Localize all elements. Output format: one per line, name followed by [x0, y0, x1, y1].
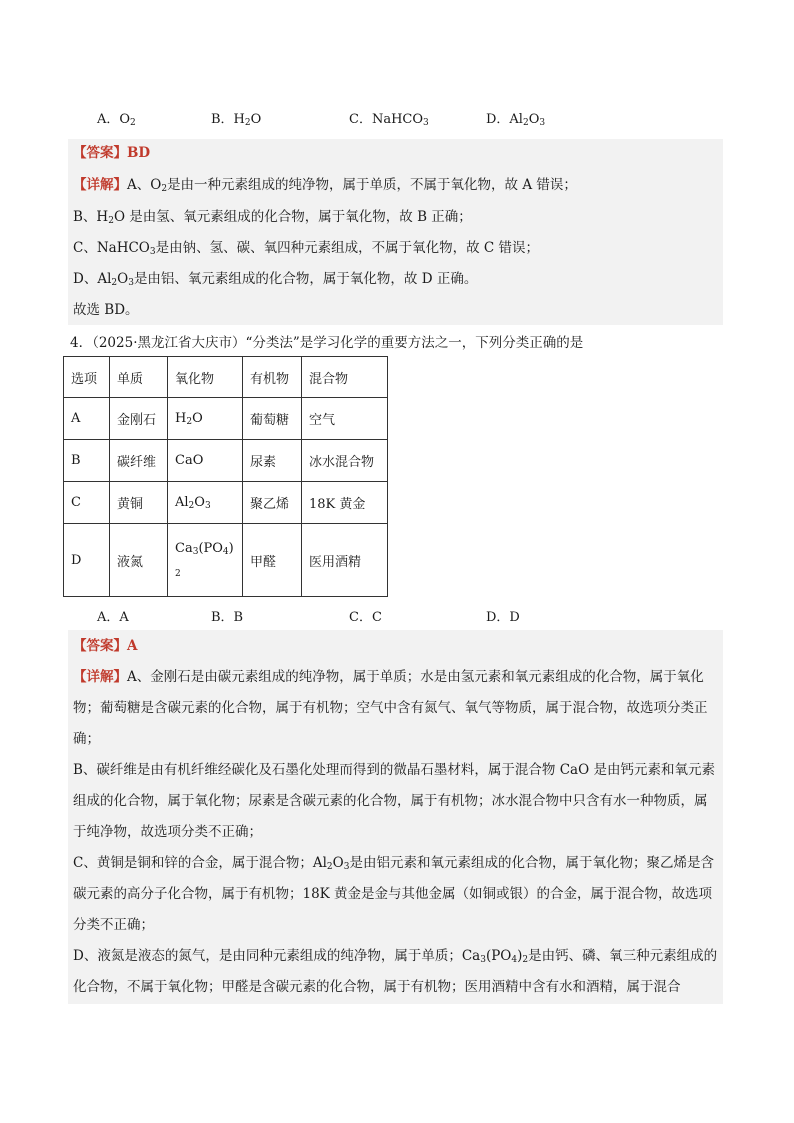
table-row [64, 440, 388, 482]
q3-detail-line-3: C、NaHCO$_3$是由钠、氢、碳、氧四种元素组成，不属于氧化物，故 C 错误； [73, 240, 540, 257]
table-cell: D [64, 524, 110, 597]
q3-answer-line [73, 143, 719, 163]
table-cell: 金刚石 [110, 398, 168, 440]
q4-detail-para-c: C、黄铜是铜和锌的合金，属于混合物；$Al_2O_3$是由铝元素和氧元素组成的化合物，属于氧化物；聚乙烯是含碳元素的高分子化合物，属于有机物；18K 黄金是金与其他金属（如铜或银）的合金，属于混合物，故选项分类不正确； [73, 855, 714, 933]
q3-option-a: A．$O_2$ [97, 112, 136, 128]
table-header-cell: 氧化物 [168, 357, 243, 398]
q4-detail-para-d: D、液氮是液态的氮气，是由同种元素组成的纯净物，属于单质；$Ca_3(PO_4)_2$是由钙、磷、氧三种元素组成的化合物，不属于氧化物；甲醛是含碳元素的化合物，属于有机物；医用酒精中含有水和酒精，属于混合 [73, 948, 718, 995]
q4-answer: A [127, 638, 138, 654]
table-cell: C [64, 482, 110, 524]
q4-detail-para-a: 【详解】A、金刚石是由碳元素组成的纯净物，属于单质；水是由氢元素和氧元素组成的化合物，属于氧化物；葡萄糖是含碳元素的化合物，属于有机物；空气中含有氮气、氧气等物质，属于混合物，故选项分类正确； [73, 669, 708, 747]
table-cell: 18K 黄金 [302, 482, 388, 524]
table-row [64, 482, 388, 524]
q4-option-d: D．D [486, 610, 520, 625]
table-cell: 尿素 [243, 440, 302, 482]
q4-answer-line [73, 636, 719, 656]
q3-detail-line-1: 【详解】A、$O_2$是由一种元素组成的纯净物，属于单质，不属于氧化物，故 A 错误； [73, 177, 577, 194]
table-cell: $Al_2O_3$ [168, 482, 243, 524]
answer-tag: 【答案】 [73, 638, 127, 654]
table-cell: 葡萄糖 [243, 398, 302, 440]
q4-options [97, 606, 717, 626]
table-row [64, 398, 388, 440]
table-cell: CaO [168, 440, 243, 482]
detail-tag: 【详解】 [73, 177, 127, 193]
table-cell: A [64, 398, 110, 440]
table-cell: 空气 [302, 398, 388, 440]
q4-option-c: C．C [349, 610, 382, 625]
table-header-cell: 混合物 [302, 357, 388, 398]
table-row [64, 524, 388, 597]
table-header-cell: 选项 [64, 357, 110, 398]
table-cell: 甲醛 [243, 524, 302, 597]
q3-detail-line-5: 故选 BD。 [73, 302, 139, 318]
table-cell: 冰水混合物 [302, 440, 388, 482]
q3-detail-line-4: D、$Al_2O_3$是由铝、氧元素组成的化合物，属于氧化物，故 D 正确。 [73, 271, 478, 288]
answer-tag: 【答案】 [73, 145, 127, 161]
q4-option-b: B．B [211, 610, 244, 625]
q4-option-a: A．A [97, 610, 129, 625]
detail-tag: 【详解】 [73, 669, 127, 685]
q3-option-d: D．$Al_2O_3$ [486, 112, 546, 128]
table-cell: 医用酒精 [302, 524, 388, 597]
table-cell: $Ca_3(PO_4)$ $_2$ [168, 524, 243, 597]
q4-stem: 4．（2025·黑龙江省大庆市）“分类法”是学习化学的重要方法之一，下列分类正确的是 [70, 335, 584, 351]
table-cell: $H_2O$ [168, 398, 243, 440]
q4-answer-block [68, 630, 723, 1004]
table-header-cell: 单质 [110, 357, 168, 398]
table-cell: B [64, 440, 110, 482]
q3-detail-line-2: B、$H_2O$ 是由氢、氧元素组成的化合物，属于氧化物，故 B 正确； [73, 209, 472, 226]
q4-detail-para-b: B、碳纤维是由有机纤维经碳化及石墨化处理而得到的微晶石墨材料，属于混合物 CaO 是由钙元素和氧元素组成的化合物，属于氧化物；尿素是含碳元素的化合物，属于有机物；冰水混合物中只含有水一种物质，属于纯净物，故选项分类不正确； [73, 762, 715, 840]
q3-options [97, 108, 717, 128]
q3-option-c: C．NaHCO$_3$ [349, 112, 429, 128]
table-cell: 碳纤维 [110, 440, 168, 482]
table-cell: 液氮 [110, 524, 168, 597]
q3-answer-block [68, 139, 723, 325]
table-header-row [64, 357, 388, 398]
q3-answer: BD [127, 145, 151, 161]
table-cell: 黄铜 [110, 482, 168, 524]
q4-classification-table [63, 356, 388, 597]
table-cell: 聚乙烯 [243, 482, 302, 524]
table-header-cell: 有机物 [243, 357, 302, 398]
q3-option-b: B．$H_2O$ [211, 112, 262, 128]
